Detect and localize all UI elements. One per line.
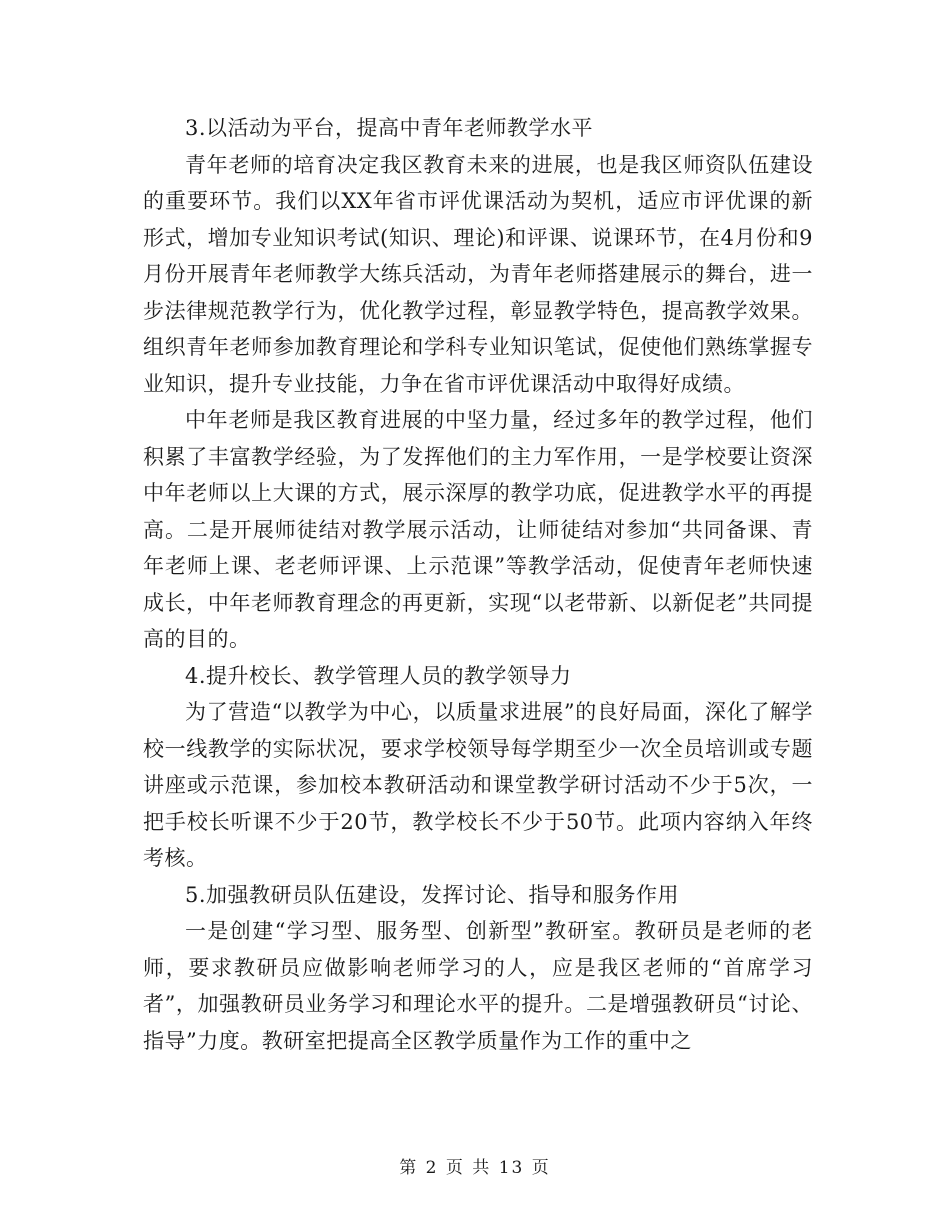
section-heading-3: 3.以活动为平台，提高中青年老师教学水平 [185, 116, 594, 140]
paragraph-middle-aged-teachers: 中年老师是我区教育进展的中坚力量，经过多年的教学过程，他们积累了丰富教学经验，为了发挥他们的主力军作用，一是学校要让资深中年老师以上大课的方式，展示深厚的教学功底，促进教学水平的再提高。二是开展师徒结对教学展示活动，让师徒结对参加“共同备课、青年老师上课、老老师评课、上示范课”等教学活动，促使青年老师快速成长，中年老师教育理念的再更新，实现“以老带新、以新促老”共同提高的目的。 [143, 408, 813, 651]
paragraph-young-teachers: 青年老师的培育决定我区教育未来的进展，也是我区师资队伍建设的重要环节。我们以XX年省市评优课活动为契机，适应市评优课的新形式，增加专业知识考试(知识、理论)和评课、说课环节，在4月份和9月份开展青年老师教学大练兵活动，为青年老师搭建展示的舞台，进一步法律规范教学行为，优化教学过程，彰显教学特色，提高教学效果。组织青年老师参加教育理论和学科专业知识笔试，促使他们熟练掌握专业知识，提升专业技能，力争在省市评优课活动中取得好成绩。 [143, 152, 813, 396]
page-number-footer: 第 2 页 共 13 页 [399, 1158, 551, 1178]
section-heading-5: 5.加强教研员队伍建设，发挥讨论、指导和服务作用 [185, 882, 680, 907]
paragraph-research-staff: 一是创建“学习型、服务型、创新型”教研室。教研员是老师的老师，要求教研员应做影响老师学习的人，应是我区老师的“首席学习者”，加强教研员业务学习和理论水平的提升。二是增强教研员“讨论、指导”力度。教研室把提高全区教学质量作为工作的重中之 [143, 919, 813, 1053]
paragraph-leadership: 为了营造“以教学为中心，以质量求进展”的良好局面，深化了解学校一线教学的实际状况，要求学校领导每学期至少一次全员培训或专题讲座或示范课，参加校本教研活动和课堂教学研讨活动不少于5次，一把手校长听课不少于20节，教学校长不少于50节。此项内容纳入年终考核。 [143, 700, 813, 870]
document-body [143, 110, 813, 1059]
section-heading-4: 4.提升校长、教学管理人员的教学领导力 [185, 663, 572, 688]
